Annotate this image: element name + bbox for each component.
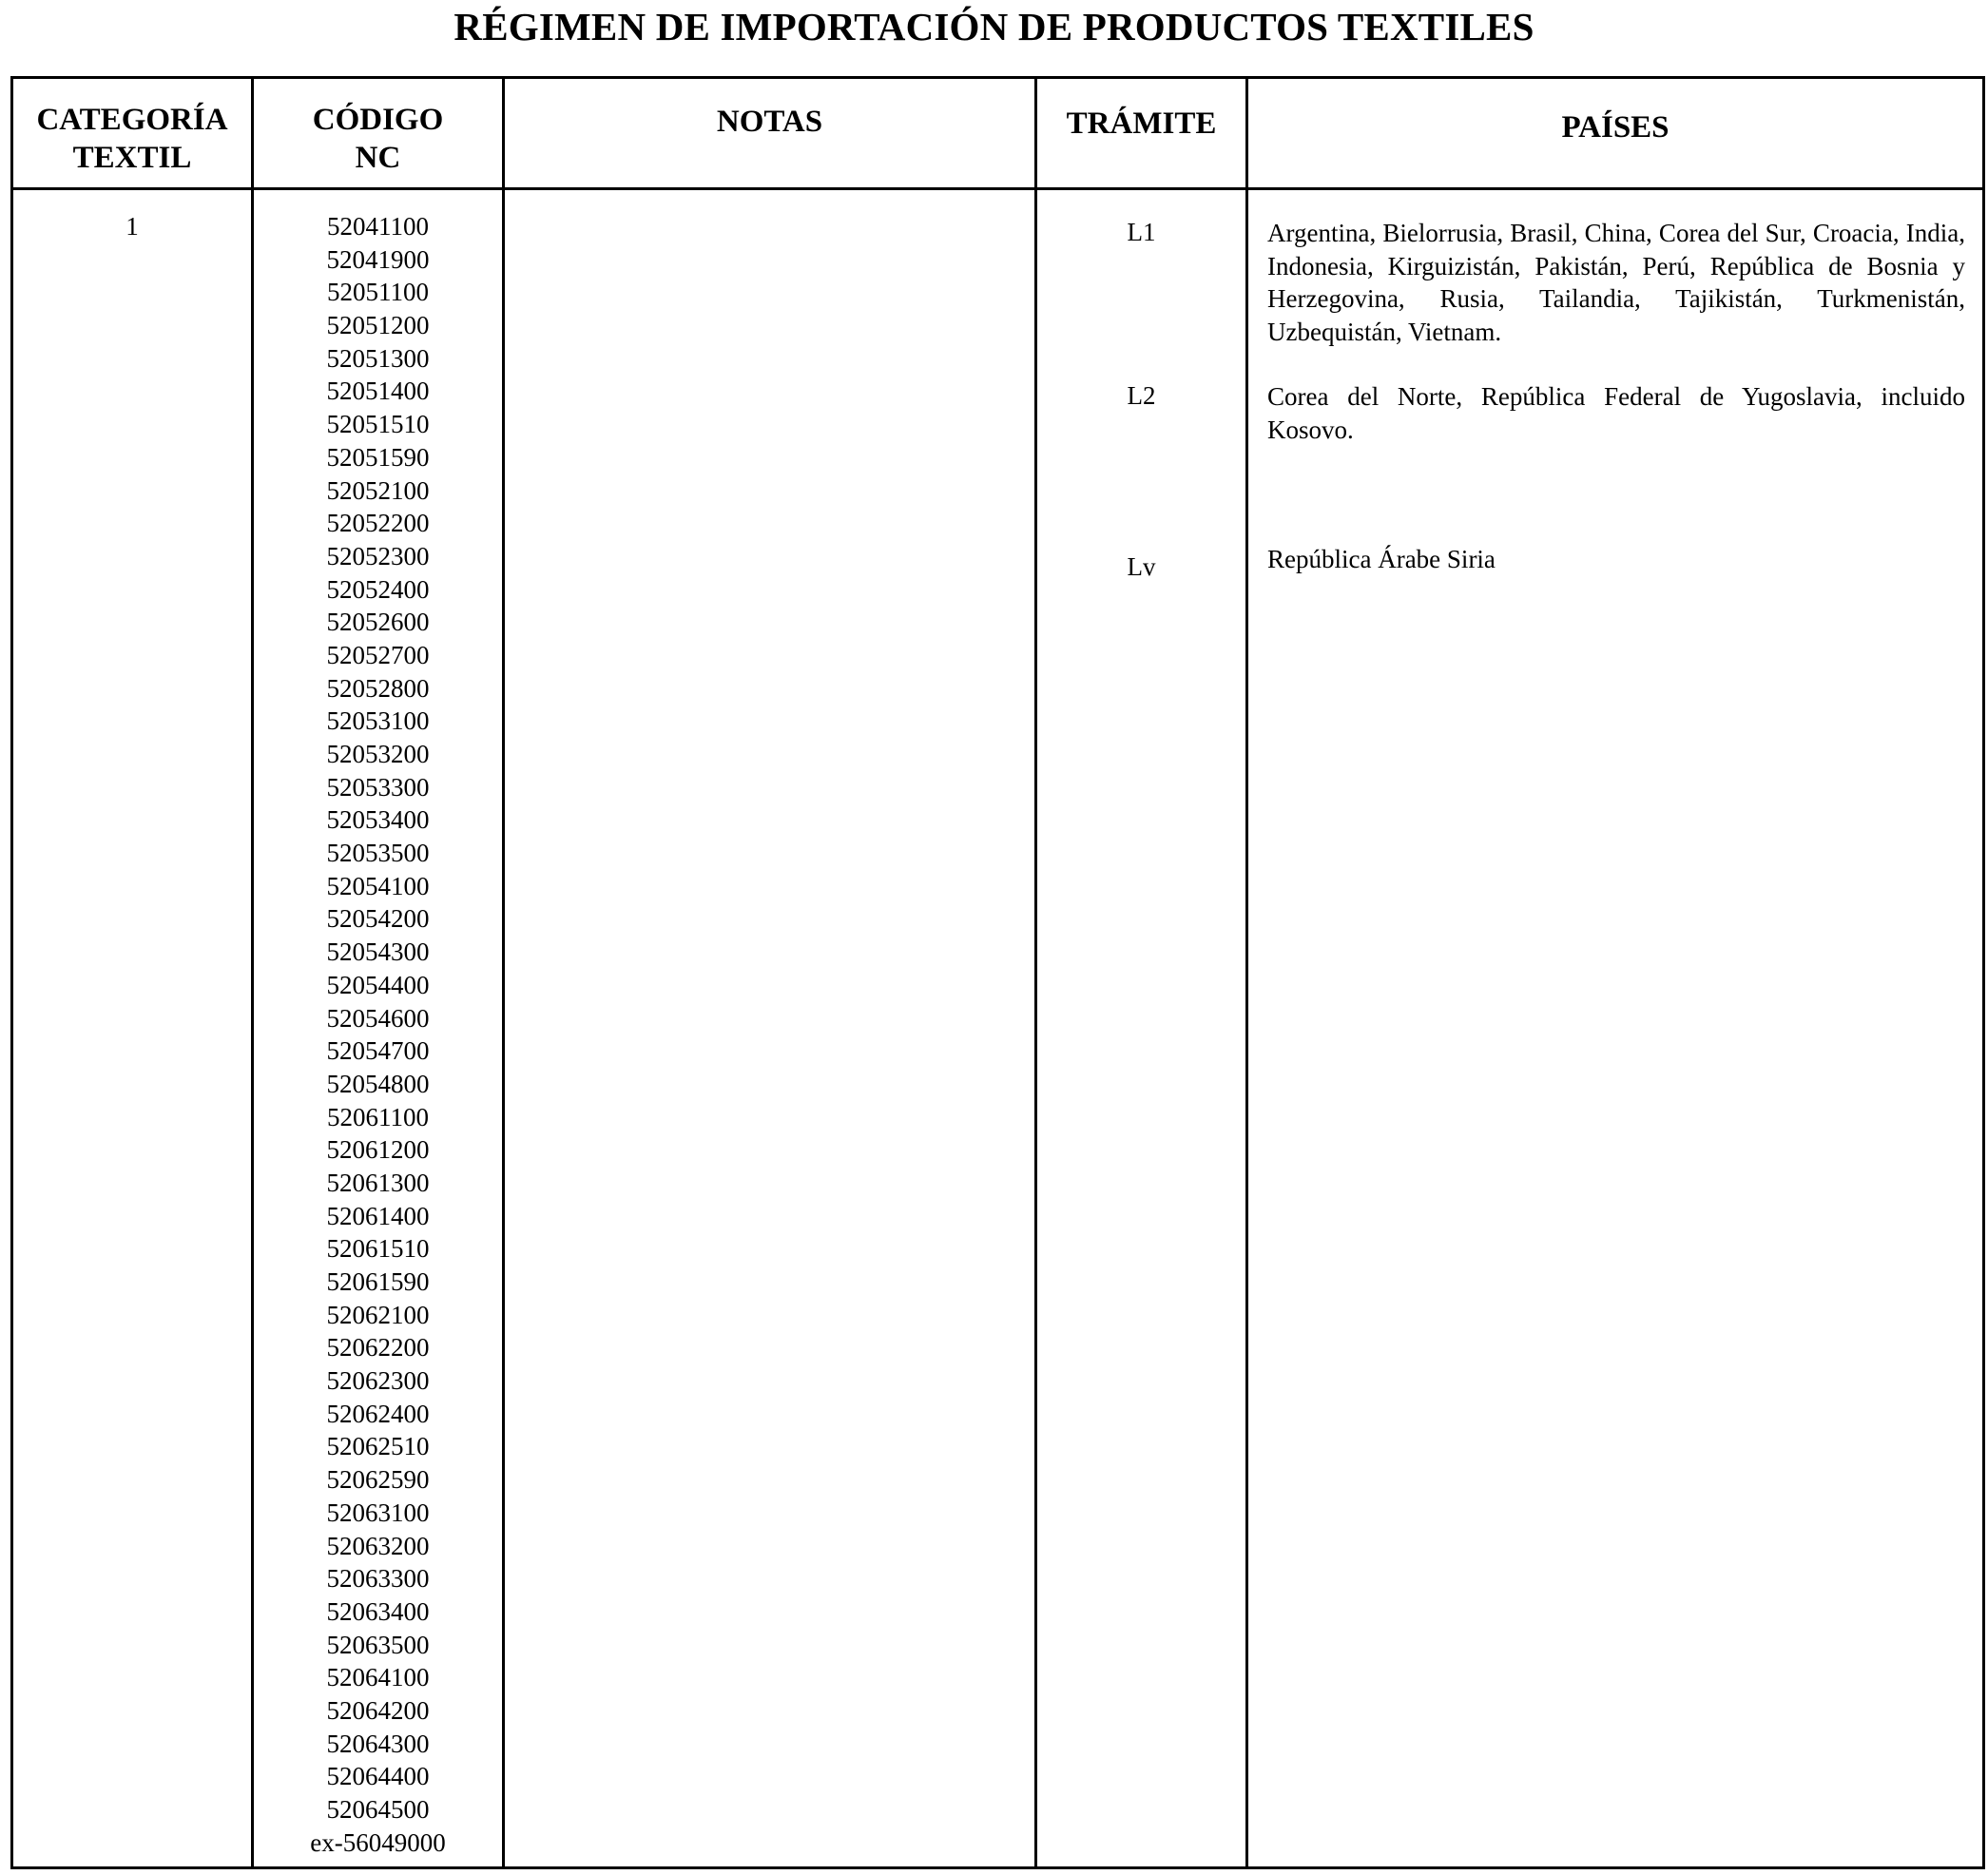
- nc-code: 52062510: [326, 1432, 430, 1461]
- nc-code: 52052600: [326, 608, 430, 637]
- nc-code: 52052100: [326, 475, 430, 505]
- nc-code: 52063500: [326, 1630, 430, 1659]
- nc-code-list: [254, 210, 502, 1859]
- header-separator: [10, 187, 1985, 190]
- nc-code: 52064400: [326, 1762, 430, 1791]
- nc-code: 52054800: [326, 1069, 430, 1098]
- nc-code: 52051590: [326, 442, 430, 472]
- nc-code: 52054700: [326, 1036, 430, 1066]
- nc-code: 52051510: [326, 410, 430, 439]
- nc-code: 52054400: [326, 970, 430, 999]
- nc-code: 52052800: [326, 673, 430, 703]
- nc-code: 52054300: [326, 938, 430, 967]
- nc-code: 52051300: [326, 343, 430, 373]
- nc-code: 52062590: [326, 1465, 430, 1495]
- header-categoria: CATEGORÍA TEXTIL: [36, 103, 228, 175]
- nc-code: 52052200: [326, 509, 430, 538]
- column-divider: [1034, 76, 1037, 1869]
- nc-code: 52061400: [326, 1201, 430, 1230]
- nc-code: 52051200: [326, 311, 430, 340]
- procedure-lv: Lv: [1127, 552, 1156, 581]
- nc-code: 52061510: [326, 1234, 430, 1264]
- nc-code: 52061300: [326, 1168, 430, 1197]
- nc-code: 52061590: [326, 1267, 430, 1296]
- nc-code: 52062300: [326, 1366, 430, 1396]
- column-divider: [502, 76, 505, 1869]
- procedure-l2: L2: [1127, 381, 1156, 410]
- nc-code: 52054200: [326, 904, 430, 934]
- nc-code: 52051100: [327, 278, 429, 307]
- nc-code: 52041900: [326, 244, 430, 274]
- nc-code: 52053400: [326, 805, 430, 835]
- header-notas: NOTAS: [716, 105, 823, 139]
- nc-code: 52054100: [326, 871, 430, 900]
- nc-code: 52064100: [326, 1663, 430, 1692]
- header-codigo: CÓDIGO NC: [312, 103, 444, 175]
- nc-code: 52063400: [326, 1596, 430, 1626]
- header-paises: PAÍSES: [1561, 110, 1670, 145]
- header-tramite: TRÁMITE: [1066, 106, 1217, 141]
- nc-code: 52052300: [326, 541, 430, 570]
- nc-code: 52064200: [326, 1695, 430, 1725]
- nc-code: 52062200: [326, 1333, 430, 1363]
- nc-code: ex-56049000: [310, 1827, 446, 1857]
- nc-code: 52063200: [326, 1531, 430, 1560]
- nc-code: 52062400: [326, 1399, 430, 1428]
- nc-code: 52053200: [326, 740, 430, 768]
- nc-code: 52062100: [326, 1300, 430, 1329]
- nc-code: 52051400: [326, 377, 430, 406]
- nc-code: 52054600: [326, 1003, 430, 1033]
- column-divider: [1245, 76, 1248, 1869]
- nc-code: 52041100: [327, 212, 429, 241]
- nc-code: 52053500: [326, 839, 430, 868]
- nc-code: 52053300: [326, 772, 430, 802]
- nc-code: 52061200: [326, 1135, 430, 1165]
- nc-code: 52064500: [326, 1795, 430, 1824]
- nc-code: 52052700: [326, 640, 430, 669]
- countries-lv: República Árabe Siria: [1267, 545, 1496, 573]
- nc-code: 52064300: [326, 1729, 430, 1758]
- nc-code: 52052400: [326, 574, 430, 604]
- category-value: 1: [125, 212, 139, 241]
- countries-l1: Argentina, Bielorrusia, Brasil, China, Corea del Sur, Croacia, India, Indonesia, Kirguizistán, Pakistán, Perú, República de Bosnia y Herzegovina, Rusia, Tailandia, Tajikistán, Turkmenistán, Uzbequistán, Vietnam.: [1267, 219, 1965, 347]
- nc-code: 52061100: [327, 1102, 429, 1131]
- countries-l2: Corea del Norte, República Federal de Yugoslavia, incluido Kosovo.: [1267, 382, 1965, 444]
- nc-code: 52063300: [326, 1564, 430, 1594]
- nc-code: 52053100: [326, 706, 430, 736]
- document-title: RÉGIMEN DE IMPORTACIÓN DE PRODUCTOS TEXTILES: [454, 5, 1534, 48]
- procedure-l1: L1: [1127, 218, 1156, 246]
- nc-code: 52063100: [326, 1498, 430, 1527]
